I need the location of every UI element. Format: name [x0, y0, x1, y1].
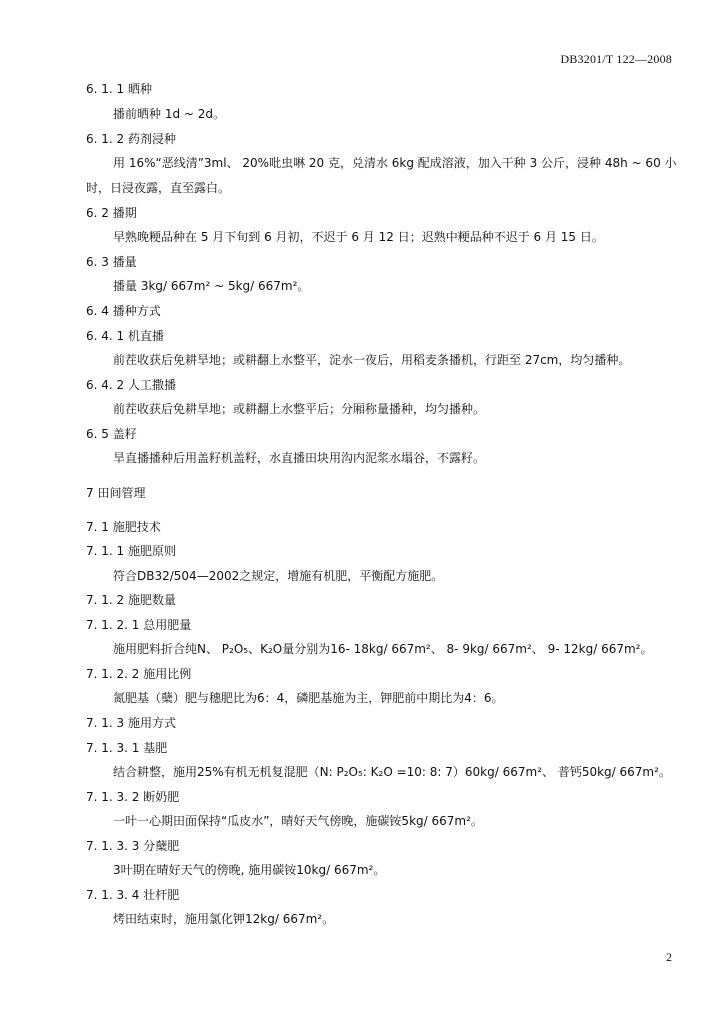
paragraph-line: 烤田结束时，施用氯化钾12kg/ 667m²。 [113, 912, 335, 926]
paragraph-line: 播量 3kg/ 667m² ~ 5kg/ 667m²。 [113, 279, 310, 293]
heading-7-1-2-2: 7. 1. 2. 2 施用比例 [86, 667, 192, 681]
heading-6-5: 6. 5 盖籽 [86, 427, 137, 441]
heading-6-2: 6. 2 播期 [86, 206, 137, 220]
heading-6-4-1: 6. 4. 1 机直播 [86, 329, 164, 343]
paragraph-line: 符合DB32/504—2002之规定，增施有机肥，平衡配方施肥。 [113, 569, 444, 583]
paragraph-line: 一叶一心期田面保持“瓜皮水”，晴好天气傍晚，施碳铵5kg/ 667m²。 [113, 814, 483, 828]
paragraph-line-continued: 时，日浸夜露，直至露白。 [86, 181, 231, 195]
heading-6-4: 6. 4 播种方式 [86, 304, 161, 318]
heading-6-4-2: 6. 4. 2 人工撒播 [86, 378, 176, 392]
heading-7-1-3-4: 7. 1. 3. 4 壮杆肥 [86, 888, 180, 902]
paragraph-line: 前茬收获后免耕旱地；或耕翻上水整平，淀水一夜后，用稻麦条播机，行距至 27cm，均匀播种。 [113, 353, 631, 367]
paragraph-line: 结合耕整，施用25%有机无机复混肥（N: P₂O₅: K₂O =10: 8: 7）60kg/ 667m²、 普钙50kg/ 667m²。 [113, 765, 671, 779]
paragraph-line: 早熟晚粳品种在 5 月下旬到 6 月初，不迟于 6 月 12 日；迟熟中粳品种不迟于 6 月 15 日。 [113, 230, 604, 244]
paragraph-line: 氮肥基（蘖）肥与穗肥比为6：4，磷肥基施为主，钾肥前中期比为4：6。 [113, 691, 504, 705]
paragraph-line: 用 16%“恶线清”3ml、 20%吡虫啉 20 克，兑清水 6kg 配成溶液，加入干种 3 公斤，浸种 48h ~ 60 小 [113, 156, 677, 170]
heading-7-1-3-1: 7. 1. 3. 1 基肥 [86, 741, 168, 755]
heading-6-3: 6. 3 播量 [86, 255, 137, 269]
heading-6-1-1: 6. 1. 1 晒种 [86, 82, 152, 96]
paragraph-line: 前茬收获后免耕旱地；或耕翻上水整平后；分厢称量播种，均匀播种。 [113, 402, 486, 416]
paragraph-line: 3叶期在晴好天气的傍晚, 施用碳铵10kg/ 667m²。 [113, 863, 386, 877]
page-number: 2 [666, 950, 672, 964]
heading-7-1-3: 7. 1. 3 施用方式 [86, 716, 176, 730]
heading-7-1-3-2: 7. 1. 3. 2 断奶肥 [86, 790, 180, 804]
paragraph-line: 施用肥料折合纯N、 P₂O₅、K₂O量分别为16- 18kg/ 667m²、 8- 9kg/ 667m²、 9- 12kg/ 667m²。 [113, 642, 653, 656]
heading-6-1-2: 6. 1. 2 药剂浸种 [86, 132, 176, 146]
heading-7-1-3-3: 7. 1. 3. 3 分蘖肥 [86, 839, 180, 853]
paragraph-line: 旱直播播种后用盖籽机盖籽，水直播田块用沟内泥浆水塌谷，不露籽。 [113, 451, 486, 465]
paragraph-line: 播前晒种 1d ~ 2d。 [113, 107, 226, 121]
heading-7-1-2-1: 7. 1. 2. 1 总用肥量 [86, 618, 192, 632]
heading-7: 7 田间管理 [86, 486, 146, 500]
document-header-id: DB3201/T 122—2008 [560, 52, 672, 66]
heading-7-1: 7. 1 施肥技术 [86, 520, 161, 534]
heading-7-1-2: 7. 1. 2 施肥数量 [86, 593, 176, 607]
heading-7-1-1: 7. 1. 1 施肥原则 [86, 544, 176, 558]
